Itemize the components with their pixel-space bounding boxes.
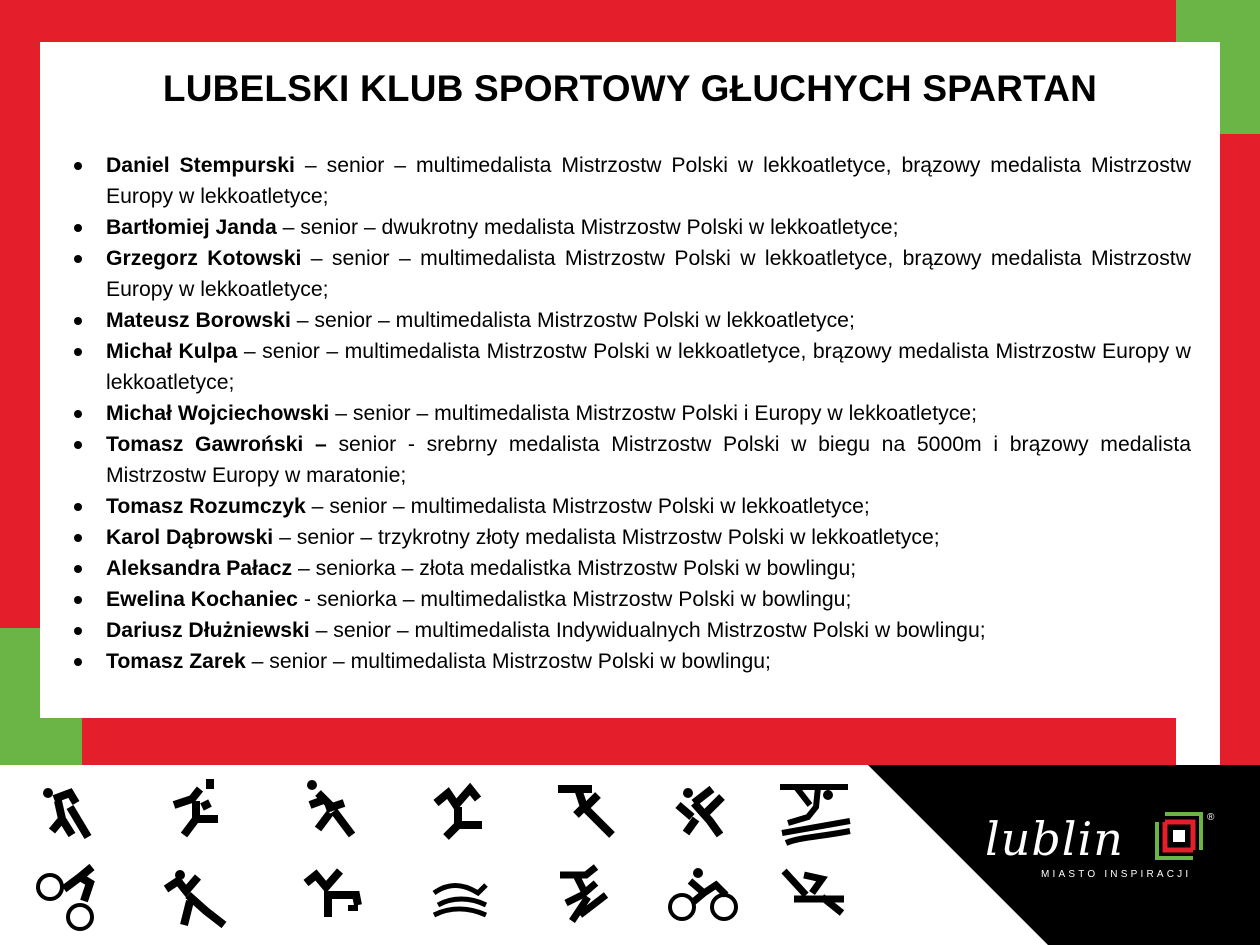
hurdles-icon xyxy=(174,779,218,835)
content-card xyxy=(40,42,1220,718)
logo-wordmark: lublin xyxy=(985,812,1124,866)
logo-subtitle: MIASTO INSPIRACJI xyxy=(1041,869,1192,880)
athlete-name: Tomasz Gawroński – xyxy=(106,433,327,456)
sport-pictograms xyxy=(0,765,870,945)
athlete-name: Daniel Stempurski xyxy=(106,154,295,177)
relay-icon xyxy=(306,871,358,917)
athlete-description: – senior – multimedalista Indywidualnych Mistrzostw Polski w bowlingu; xyxy=(309,619,986,642)
list-item xyxy=(106,150,1191,212)
red-diagonal-band xyxy=(0,718,1260,766)
athlete-description: – senior – trzykrotny złoty medalista Mistrzostw Polski w lekkoatletyce; xyxy=(273,526,940,549)
athlete-description: – senior – multimedalista Mistrzostw Polski i Europy w lekkoatletyce; xyxy=(329,402,977,425)
list-item xyxy=(106,429,1191,491)
athlete-name: Michał Wojciechowski xyxy=(106,402,330,425)
thrower-icon xyxy=(558,789,612,835)
athlete-description: – senior – dwukrotny medalista Mistrzostw Polski w lekkoatletyce; xyxy=(276,216,899,239)
athlete-description: – senior – multimedalista Mistrzostw Polski w bowlingu; xyxy=(245,650,771,673)
list-item xyxy=(106,243,1191,305)
athlete-description: – senior – multimedalista Mistrzostw Polski w lekkoatletyce, brązowy medalista Mistrzostw Europy w lekkoatletyce; xyxy=(106,247,1191,301)
athlete-description: – seniorka – złota medalistka Mistrzostw Polski w bowlingu; xyxy=(292,557,857,580)
athlete-name: Aleksandra Pałacz xyxy=(106,557,293,580)
bicycle-icon xyxy=(670,868,736,919)
athlete-description: - seniorka – multimedalistka Mistrzostw Polski w bowlingu; xyxy=(297,588,852,611)
lublin-emblem-icon xyxy=(1155,812,1203,862)
cyclist-icon xyxy=(38,867,92,929)
jumper-icon xyxy=(436,789,482,837)
athlete-description: senior - srebrny medalista Mistrzostw Polski w biegu na 5000m i brązowy medalista Mistrzostw Europy w maratonie; xyxy=(106,433,1191,487)
athlete-name: Dariusz Dłużniewski xyxy=(106,619,310,642)
rowing-icon xyxy=(780,787,850,843)
athlete-description: – senior – multimedalista Mistrzostw Polski w lekkoatletyce, brązowy medalista Mistrzostw Europy w lekkoatletyce; xyxy=(106,340,1191,394)
list-item xyxy=(106,615,1191,646)
list-item xyxy=(106,398,1191,429)
list-item xyxy=(106,212,1191,243)
list-item xyxy=(106,646,1191,677)
athlete-name: Mateusz Borowski xyxy=(106,309,291,332)
athlete-description: – senior – multimedalista Mistrzostw Polski w lekkoatletyce; xyxy=(290,309,855,332)
list-item xyxy=(106,491,1191,522)
list-item xyxy=(106,336,1191,398)
athlete-name: Tomasz Rozumczyk xyxy=(106,495,306,518)
athlete-icon xyxy=(678,788,722,835)
registered-mark: ® xyxy=(1207,812,1215,823)
page-title: LUBELSKI KLUB SPORTOWY GŁUCHYCH SPARTAN xyxy=(162,68,1098,109)
list-item xyxy=(106,305,1191,336)
runner-icon xyxy=(166,870,224,925)
athlete-name: Karol Dąbrowski xyxy=(106,526,274,549)
athlete-description: – senior – multimedalista Mistrzostw Polski w lekkoatletyce; xyxy=(305,495,870,518)
athlete-name: Ewelina Kochaniec xyxy=(106,588,298,611)
athlete-name: Michał Kulpa xyxy=(106,340,238,363)
runner-icon xyxy=(43,788,88,837)
list-item xyxy=(106,553,1191,584)
kayak-icon xyxy=(784,871,844,913)
athlete-description: – senior – multimedalista Mistrzostw Polski w lekkoatletyce, brązowy medalista Mistrzostw Europy w lekkoatletyce; xyxy=(106,154,1191,208)
athlete-name: Grzegorz Kotowski xyxy=(106,247,302,270)
swimmer-icon xyxy=(434,885,486,915)
list-item xyxy=(106,522,1191,553)
list-item xyxy=(106,584,1191,615)
sprinter-icon xyxy=(307,780,352,835)
skier-icon xyxy=(560,867,606,921)
athlete-name: Bartłomiej Janda xyxy=(106,216,277,239)
lublin-logo xyxy=(975,800,1235,900)
athlete-list xyxy=(106,150,1191,677)
athlete-name: Tomasz Zarek xyxy=(106,650,246,673)
